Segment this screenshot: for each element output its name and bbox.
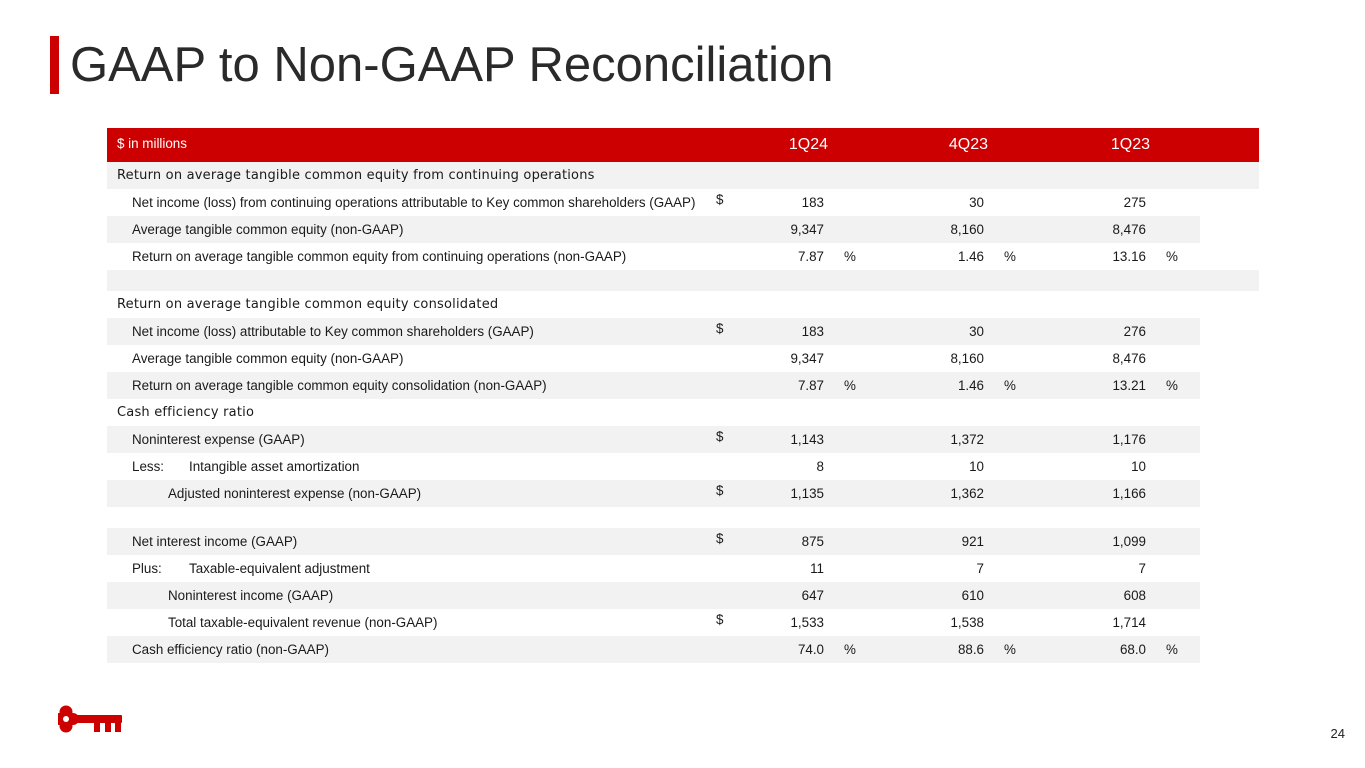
value-1q23 [1074,480,1150,507]
table-row [107,243,1259,270]
percent-sign-cell [988,480,1038,507]
row-label [107,453,712,480]
section-label: Return on average tangible common equity consolidated [117,297,499,312]
table-row [107,636,1259,663]
value-1q24: 11 [810,561,824,576]
section-header-row [107,162,1259,189]
percent-sign-cell [828,582,882,609]
table-row [107,528,1259,555]
value-1q24: 1,143 [724,426,828,453]
value-1q24: 7.87 [724,372,828,399]
currency-symbol [712,609,724,636]
percent-sign-cell [828,528,882,555]
table-row [107,609,1259,636]
value-text: 275 [1123,195,1146,210]
percent-sign-cell [1150,528,1200,555]
percent-sign-cell [1150,453,1200,480]
value-text: 30 [969,195,984,210]
percent-sign-cell [828,189,882,216]
value-4q23: 88.6 [890,636,988,663]
percent-sign-cell [1150,345,1200,372]
value-text: 1,362 [950,486,984,501]
currency-symbol [712,528,724,555]
value-1q23: 7 [1138,561,1146,576]
value-text: 1,538 [950,615,984,630]
period-header-4q23: 4Q23 [890,128,988,162]
value-text: 921 [961,534,984,549]
currency-symbol [712,480,724,507]
value-1q24: 647 [724,582,828,609]
percent-sign-cell [988,426,1038,453]
page-title: GAAP to Non-GAAP Reconciliation [70,38,834,92]
row-label: Noninterest income (GAAP) [107,582,712,609]
percent-sign-cell [1150,318,1200,345]
value-text: 1,176 [1112,432,1146,447]
section-header-row [107,291,1259,318]
table-header-row [107,128,1259,162]
reconciliation-table [107,128,1259,663]
percent-sign-cell [828,426,882,453]
percent-sign-cell [1150,582,1200,609]
percent-sign-cell: % [1150,372,1200,399]
value-4q23: 7 [976,561,984,576]
value-1q23: 8,476 [1112,351,1146,366]
value-text: 276 [1123,324,1146,339]
row-label: Net income (loss) from continuing operations attributable to Key common shareholders (GAAP) [132,195,696,210]
key-logo-icon [58,705,124,735]
percent-sign-cell [828,318,882,345]
value-4q23 [890,480,988,507]
row-prefix: Less: [132,459,165,474]
currency-symbol [712,426,724,453]
value-1q24: 8 [816,459,824,474]
value-1q23: 13.16 [1112,249,1146,264]
value-1q24: 1,135 [724,480,828,507]
percent-sign-cell [1150,189,1200,216]
percent-sign-cell [988,189,1038,216]
percent-sign-cell [828,453,882,480]
row-label: Average tangible common equity (non-GAAP) [132,351,404,366]
value-text: 30 [969,324,984,339]
dollar-sign: $ [716,483,724,498]
row-label: Return on average tangible common equity from continuing operations (non-GAAP) [132,249,627,264]
value-1q24: 1,533 [790,615,824,630]
table-row [107,318,1259,345]
percent-sign-cell: % [828,636,882,663]
percent-sign-cell [988,582,1038,609]
currency-symbol [712,189,724,216]
percent-sign-cell: % [1150,636,1200,663]
section-header-row [107,399,1259,426]
value-1q23 [1074,528,1150,555]
percent-sign-cell [988,609,1038,636]
row-label: Average tangible common equity (non-GAAP) [107,216,712,243]
currency-symbol [712,216,724,243]
value-1q23: 8,476 [1074,216,1150,243]
percent-sign-cell: % [988,636,1038,663]
value-4q23 [890,426,988,453]
percent-sign-cell [1150,216,1200,243]
percent-sign-cell: % [988,372,1038,399]
row-label-text: Intangible asset amortization [189,459,360,474]
spacer-row [107,270,1259,291]
value-4q23: 8,160 [890,216,988,243]
percent-sign-cell [828,480,882,507]
percent-sign-cell: % [844,249,856,264]
percent-sign-cell [988,345,1038,372]
currency-symbol [712,555,724,582]
percent-sign-cell [828,609,882,636]
row-label: Noninterest expense (GAAP) [107,426,712,453]
row-label: Net income (loss) attributable to Key common shareholders (GAAP) [107,318,712,345]
dollar-sign: $ [716,612,724,627]
percent-sign-cell [828,216,882,243]
spacer-row [107,507,1259,528]
table-row [107,345,1259,372]
value-4q23: 1.46 [890,372,988,399]
table-row [107,453,1259,480]
value-1q23: 608 [1074,582,1150,609]
period-header-1q24: 1Q24 [724,128,828,162]
value-1q23 [1074,189,1150,216]
table-row [107,555,1259,582]
value-4q23: 10 [969,459,984,474]
table-row [107,480,1259,507]
percent-sign-cell [1150,480,1200,507]
value-text: 1,714 [1112,615,1146,630]
percent-sign-cell [828,555,882,582]
percent-sign-cell [988,216,1038,243]
value-1q24: 9,347 [724,216,828,243]
value-1q24: 875 [724,528,828,555]
value-text: 1,372 [950,432,984,447]
value-1q24: 74.0 [724,636,828,663]
row-label: Net interest income (GAAP) [107,528,712,555]
value-4q23 [890,318,988,345]
percent-sign-cell [988,453,1038,480]
table-row [107,216,1259,243]
dollar-sign: $ [716,321,724,336]
title-accent-bar [50,36,59,94]
currency-symbol [712,243,724,270]
row-label: Return on average tangible common equity consolidation (non-GAAP) [107,372,712,399]
percent-sign-cell [988,528,1038,555]
table-row [107,582,1259,609]
row-label-text: Taxable-equivalent adjustment [189,561,370,576]
row-label: Cash efficiency ratio (non-GAAP) [107,636,712,663]
dollar-sign: $ [716,192,724,207]
value-1q23: 10 [1131,459,1146,474]
value-1q24: 183 [801,195,824,210]
percent-sign-cell: % [1166,249,1178,264]
section-label: Cash efficiency ratio [117,405,255,420]
percent-sign-cell: % [828,372,882,399]
units-caption: $ in millions [107,128,712,162]
value-1q23 [1074,609,1150,636]
currency-symbol [712,372,724,399]
currency-symbol [712,345,724,372]
value-4q23 [890,528,988,555]
value-text: 1,099 [1112,534,1146,549]
value-1q24: 183 [724,318,828,345]
value-4q23: 1.46 [957,249,984,264]
currency-symbol [712,453,724,480]
currency-symbol [712,582,724,609]
row-prefix: Plus: [132,561,162,576]
currency-symbol [712,636,724,663]
section-label: Return on average tangible common equity from continuing operations [107,162,1259,189]
currency-symbol [712,318,724,345]
dollar-sign: $ [716,531,724,546]
value-1q23: 68.0 [1074,636,1150,663]
value-1q23 [1074,318,1150,345]
page-number: 24 [1330,726,1345,741]
value-4q23 [890,189,988,216]
percent-sign-cell [1150,555,1200,582]
row-label: Total taxable-equivalent revenue (non-GAAP) [168,615,438,630]
percent-sign-cell [988,318,1038,345]
value-1q23 [1074,426,1150,453]
percent-sign-cell [1150,609,1200,636]
value-1q24: 9,347 [790,351,824,366]
dollar-sign: $ [716,429,724,444]
percent-sign-cell [1150,426,1200,453]
value-1q23: 13.21 [1074,372,1150,399]
table-row [107,189,1259,216]
percent-sign-cell [828,345,882,372]
table-row [107,372,1259,399]
percent-sign-cell [988,555,1038,582]
period-header-1q23: 1Q23 [1074,128,1150,162]
value-text: 1,166 [1112,486,1146,501]
value-4q23 [890,609,988,636]
row-label [107,555,712,582]
value-4q23: 8,160 [950,351,984,366]
row-label: Adjusted noninterest expense (non-GAAP) [107,480,712,507]
value-4q23: 610 [890,582,988,609]
percent-sign-cell: % [1004,249,1016,264]
table-row [107,426,1259,453]
value-1q24: 7.87 [797,249,824,264]
